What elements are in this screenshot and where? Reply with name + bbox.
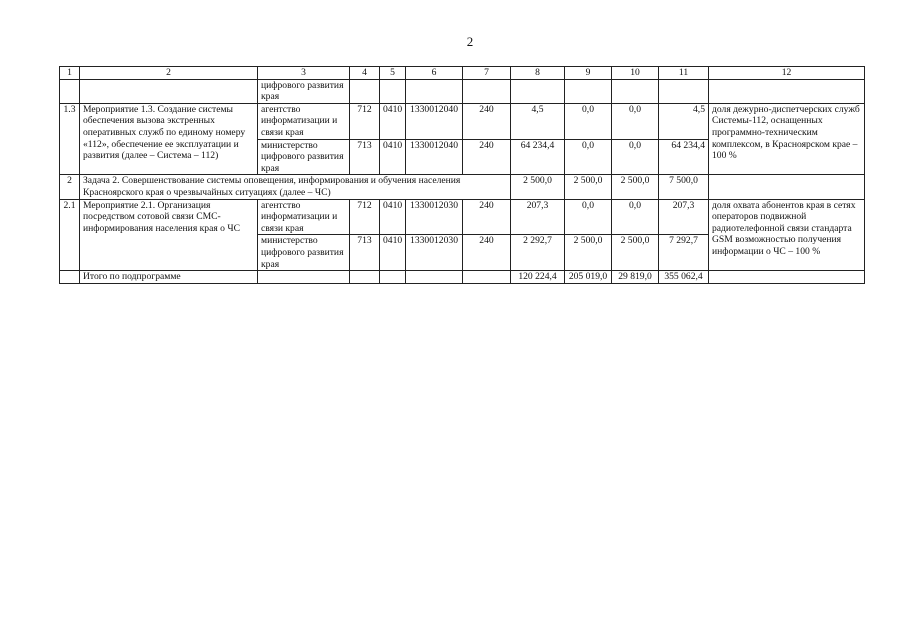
year2-amount: 0,0 <box>565 103 612 139</box>
year1-amount: 64 234,4 <box>511 139 565 175</box>
year3-amount: 0,0 <box>612 199 659 235</box>
year1-amount: 207,3 <box>511 199 565 235</box>
year2-amount: 205 019,0 <box>565 271 612 284</box>
executor-cell: министерство цифрового развития края <box>258 139 350 175</box>
year3-amount: 2 500,0 <box>612 175 659 199</box>
year3-amount: 2 500,0 <box>612 235 659 271</box>
page-number: 2 <box>466 34 474 49</box>
measure-name: Мероприятие 2.1. Организация посредством сотовой связи СМС-информирования населения края о ЧС <box>80 199 258 271</box>
table-row-1-3 <box>60 103 865 139</box>
vr-code: 240 <box>463 139 511 175</box>
grbs-code: 712 <box>350 199 380 235</box>
total-amount: 7 292,7 <box>659 235 709 271</box>
column-number: 9 <box>565 67 612 80</box>
column-number: 10 <box>612 67 659 80</box>
total-amount: 64 234,4 <box>659 139 709 175</box>
year1-amount: 2 500,0 <box>511 175 565 199</box>
year1-amount: 2 292,7 <box>511 235 565 271</box>
total-label: Итого по подпрограмме <box>80 271 258 284</box>
vr-code: 240 <box>463 235 511 271</box>
subprogram-total-row <box>60 271 865 284</box>
grbs-code: 713 <box>350 139 380 175</box>
year2-amount: 0,0 <box>565 199 612 235</box>
row-number: 2 <box>60 175 80 199</box>
column-number: 6 <box>406 67 463 80</box>
rzpr-code: 0410 <box>380 199 406 235</box>
rzpr-code: 0410 <box>380 103 406 139</box>
column-number: 12 <box>709 67 865 80</box>
subprogram-budget-table <box>59 66 865 284</box>
year2-amount: 0,0 <box>565 139 612 175</box>
year3-amount: 0,0 <box>612 103 659 139</box>
year3-amount: 29 819,0 <box>612 271 659 284</box>
grbs-code: 713 <box>350 235 380 271</box>
column-number: 7 <box>463 67 511 80</box>
csr-code: 1330012030 <box>406 235 463 271</box>
expected-result: доля дежурно-диспетчерских служб Системы-112, оснащенных программно-техническим комплексом, в Красноярском крае – 100 % <box>709 103 865 175</box>
total-amount: 4,5 <box>659 103 709 139</box>
column-number: 3 <box>258 67 350 80</box>
table-row-2 <box>60 175 865 199</box>
vr-code: 240 <box>463 199 511 235</box>
total-amount: 7 500,0 <box>659 175 709 199</box>
column-number: 2 <box>80 67 258 80</box>
column-number-row <box>60 67 865 80</box>
task-name: Задача 2. Совершенствование системы оповещения, информирования и обучения населения Красноярского края о чрезвычайных ситуациях (далее – ЧС) <box>80 175 511 199</box>
year2-amount: 2 500,0 <box>565 235 612 271</box>
row-number: 2.1 <box>60 199 80 271</box>
vr-code: 240 <box>463 103 511 139</box>
column-number: 1 <box>60 67 80 80</box>
row-number: 1.3 <box>60 103 80 175</box>
executor-cell: министерство цифрового развития края <box>258 235 350 271</box>
csr-code: 1330012040 <box>406 139 463 175</box>
column-number: 4 <box>350 67 380 80</box>
executor-cell: агентство информатизации и связи края <box>258 199 350 235</box>
total-amount: 355 062,4 <box>659 271 709 284</box>
grbs-code: 712 <box>350 103 380 139</box>
year2-amount: 2 500,0 <box>565 175 612 199</box>
column-number: 5 <box>380 67 406 80</box>
csr-code: 1330012030 <box>406 199 463 235</box>
column-number: 11 <box>659 67 709 80</box>
year1-amount: 4,5 <box>511 103 565 139</box>
continuation-row <box>60 79 865 103</box>
measure-name: Мероприятие 1.3. Создание системы обеспечения вызова экстренных оперативных служб по единому номеру «112», обеспечение ее эксплуатации и развития (далее – Система – 112) <box>80 103 258 175</box>
year3-amount: 0,0 <box>612 139 659 175</box>
total-amount: 207,3 <box>659 199 709 235</box>
rzpr-code: 0410 <box>380 235 406 271</box>
column-number: 8 <box>511 67 565 80</box>
year1-amount: 120 224,4 <box>511 271 565 284</box>
expected-result: доля охвата абонентов края в сетях операторов подвижной радиотелефонной связи стандарта GSM возможностью получения информации о ЧС – 100 % <box>709 199 865 271</box>
rzpr-code: 0410 <box>380 139 406 175</box>
table-row-2-1 <box>60 199 865 235</box>
executor-cell: цифрового развития края <box>258 79 350 103</box>
executor-cell: агентство информатизации и связи края <box>258 103 350 139</box>
csr-code: 1330012040 <box>406 103 463 139</box>
